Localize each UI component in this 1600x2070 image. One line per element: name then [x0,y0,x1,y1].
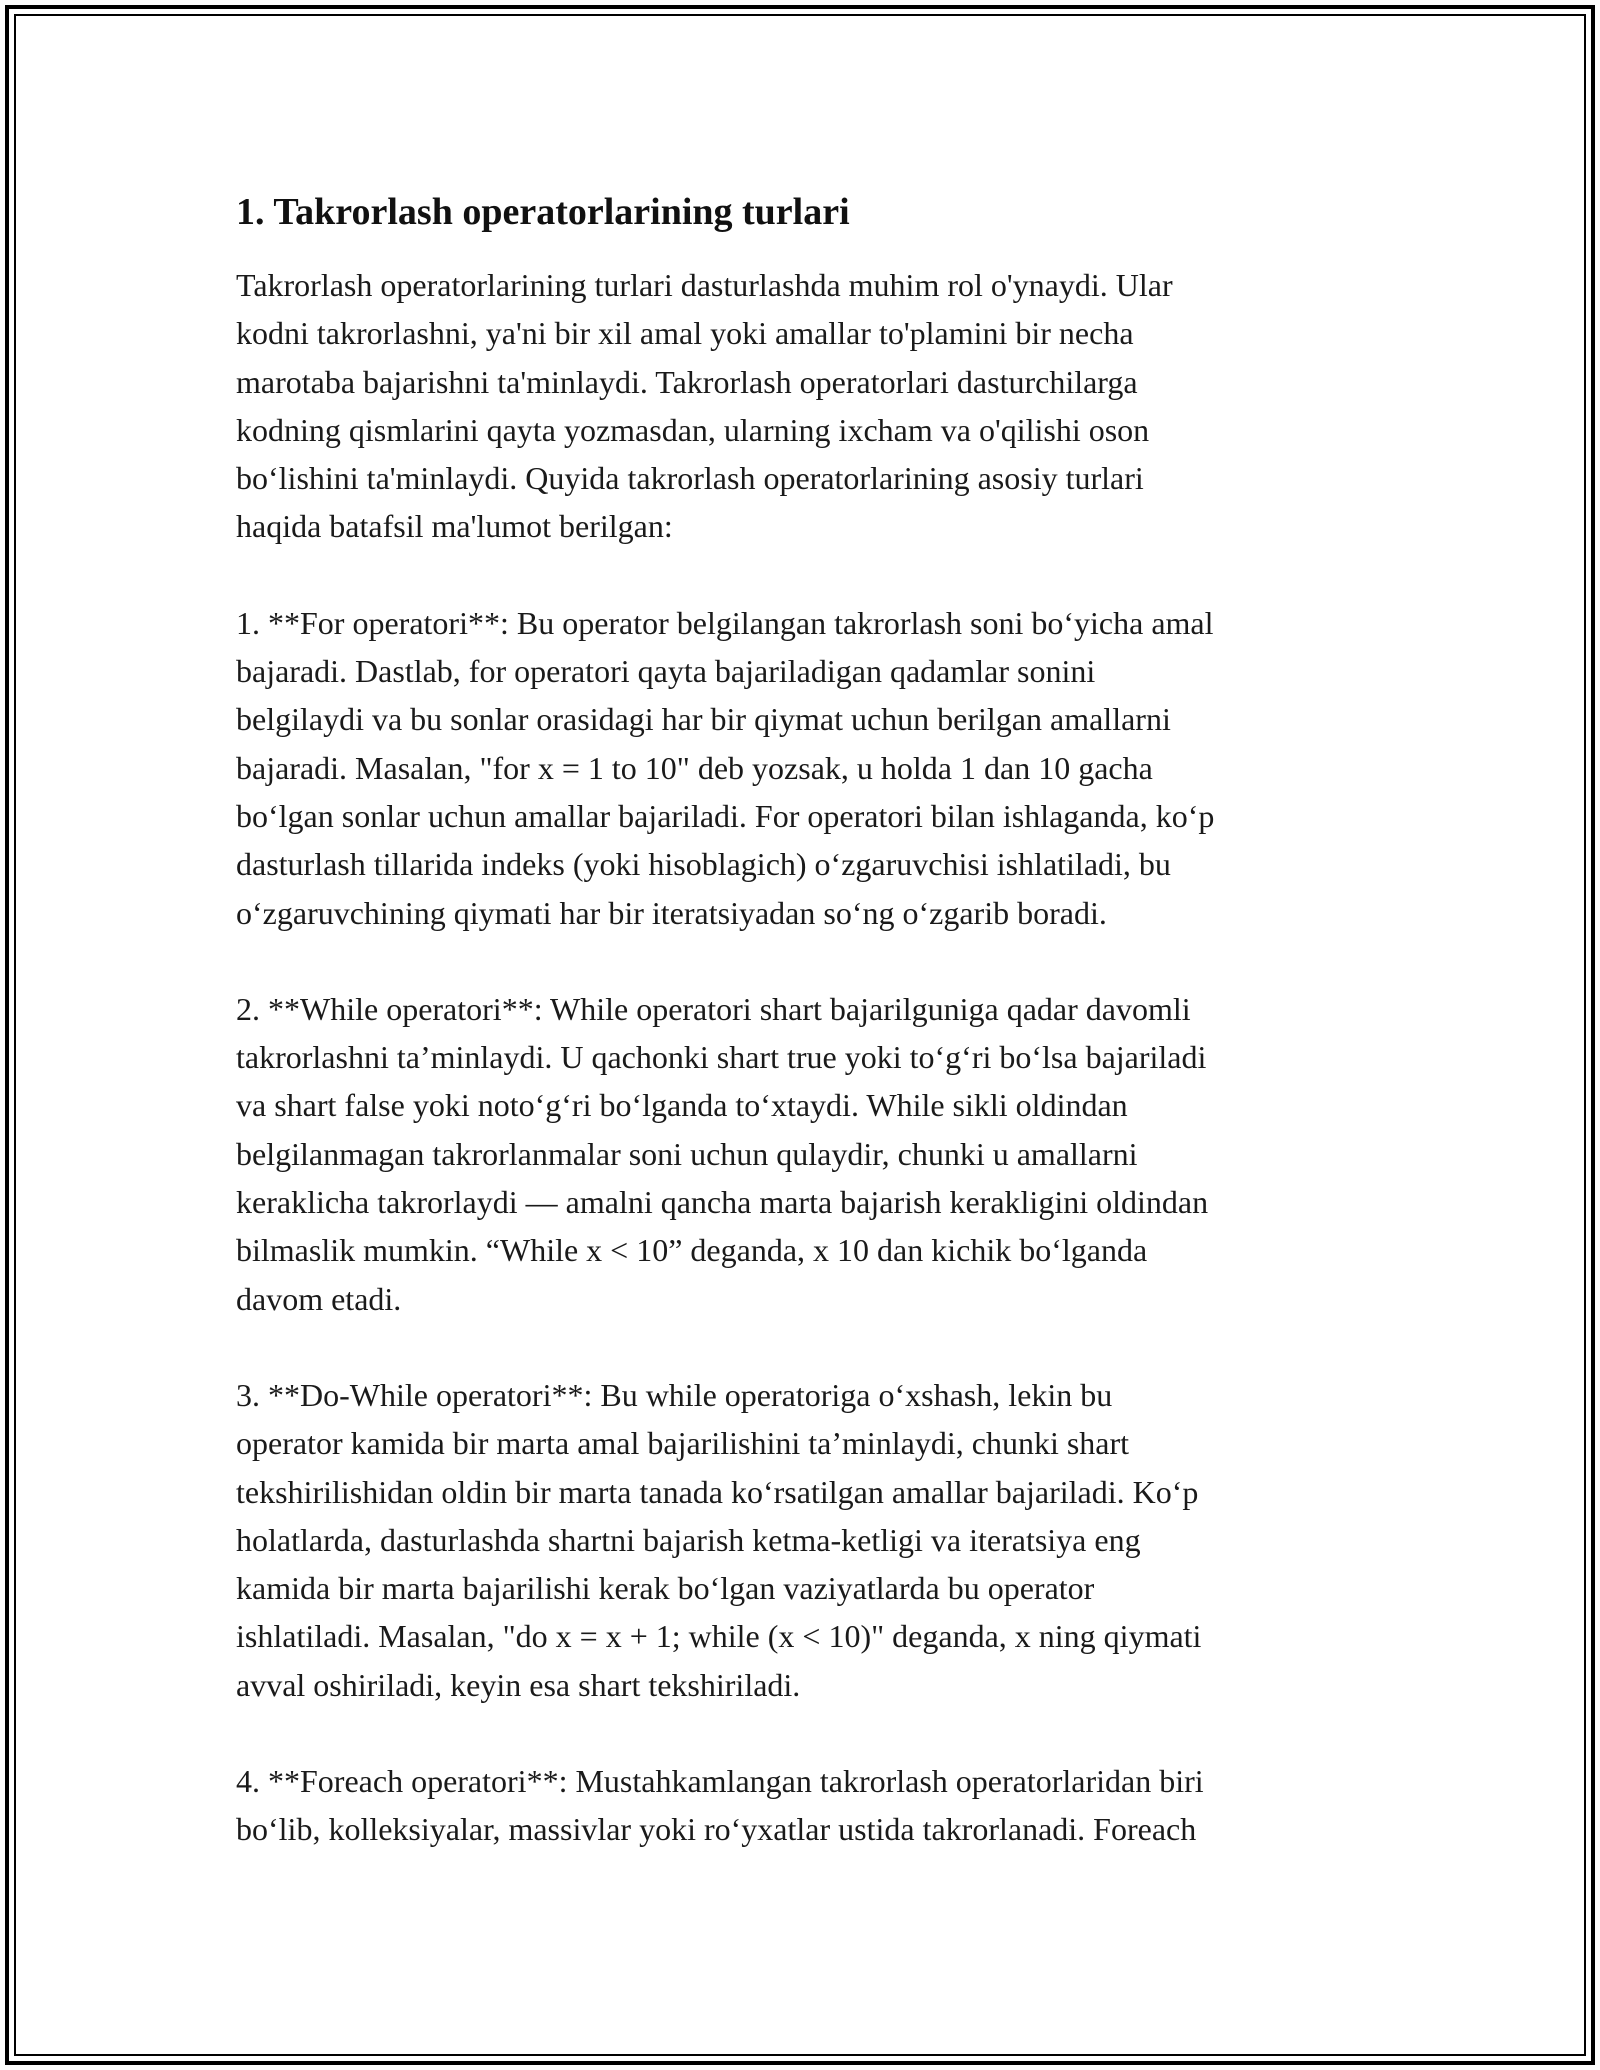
paragraph-foreach-operator: 4. **Foreach operatori**: Mustahkamlangan takrorlash operatorlaridan biri boʻlib, kolleksiyalar, massivlar yoki roʻyxatlar ustida takrorlanadi. Foreach [236,1763,1204,1848]
document-body [236,186,1366,1854]
paragraph-intro: Takrorlash operatorlarining turlari dasturlashda muhim rol o'ynaydi. Ular kodni takrorlashni, ya'ni bir xil amal yoki amallar to'plamini bir necha marotaba bajarishni ta'minlaydi. Takrorlash operatorlari dasturchilarga kodning qismlarini qayta yozmasdan, ularning ixcham va o'qilishi oson boʻlishini ta'minlaydi. Quyida takrorlash operatorlarining asosiy turlari haqida batafsil ma'lumot berilgan: [236,267,1173,545]
paragraph-while-operator: 2. **While operatori**: While operatori shart bajarilguniga qadar davomli takrorlashni ta’minlaydi. U qachonki shart true yoki toʻgʻri boʻlsa bajariladi va shart false yoki notoʻgʻri boʻlganda toʻxtaydi. While sikli oldindan belgilanmagan takrorlanmalar soni uchun qulaydir, chunki u amallarni keraklicha takrorlaydi — amalni qancha marta bajarish kerakligini oldindan bilmaslik mumkin. “While x < 10” deganda, x 10 dan kichik boʻlganda davom etadi. [236,990,1209,1317]
paragraph-for-operator: 1. **For operatori**: Bu operator belgilangan takrorlash soni boʻyicha amal bajaradi. Dastlab, for operatori qayta bajariladigan qadamlar sonini belgilaydi va bu sonlar orasidagi har bir qiymat uchun berilgan amallarni bajaradi. Masalan, "for x = 1 to 10" deb yozsak, u holda 1 dan 10 gacha boʻlgan sonlar uchun amallar bajariladi. For operatori bilan ishlaganda, koʻp dasturlash tillarida indeks (yoki hisoblagich) oʻzgaruvchisi ishlatiladi, bu oʻzgaruvchining qiymati har bir iteratsiyadan soʻng oʻzgarib boradi. [236,604,1215,931]
section-heading: 1. Takrorlash operatorlarining turlari [236,191,850,233]
paragraph-do-while-operator: 3. **Do-While operatori**: Bu while operatoriga oʻxshash, lekin bu operator kamida bir marta amal bajarilishini ta’minlaydi, chunki shart tekshirilishidan oldin bir marta tanada koʻrsatilgan amallar bajariladi. Koʻp holatlarda, dasturlashda shartni bajarish ketma-ketligi va iteratsiya eng kamida bir marta bajarilishi kerak boʻlgan vaziyatlarda bu operator ishlatiladi. Masalan, "do x = x + 1; while (x < 10)" deganda, x ning qiymati avval oshiriladi, keyin esa shart tekshiriladi. [236,1376,1202,1703]
